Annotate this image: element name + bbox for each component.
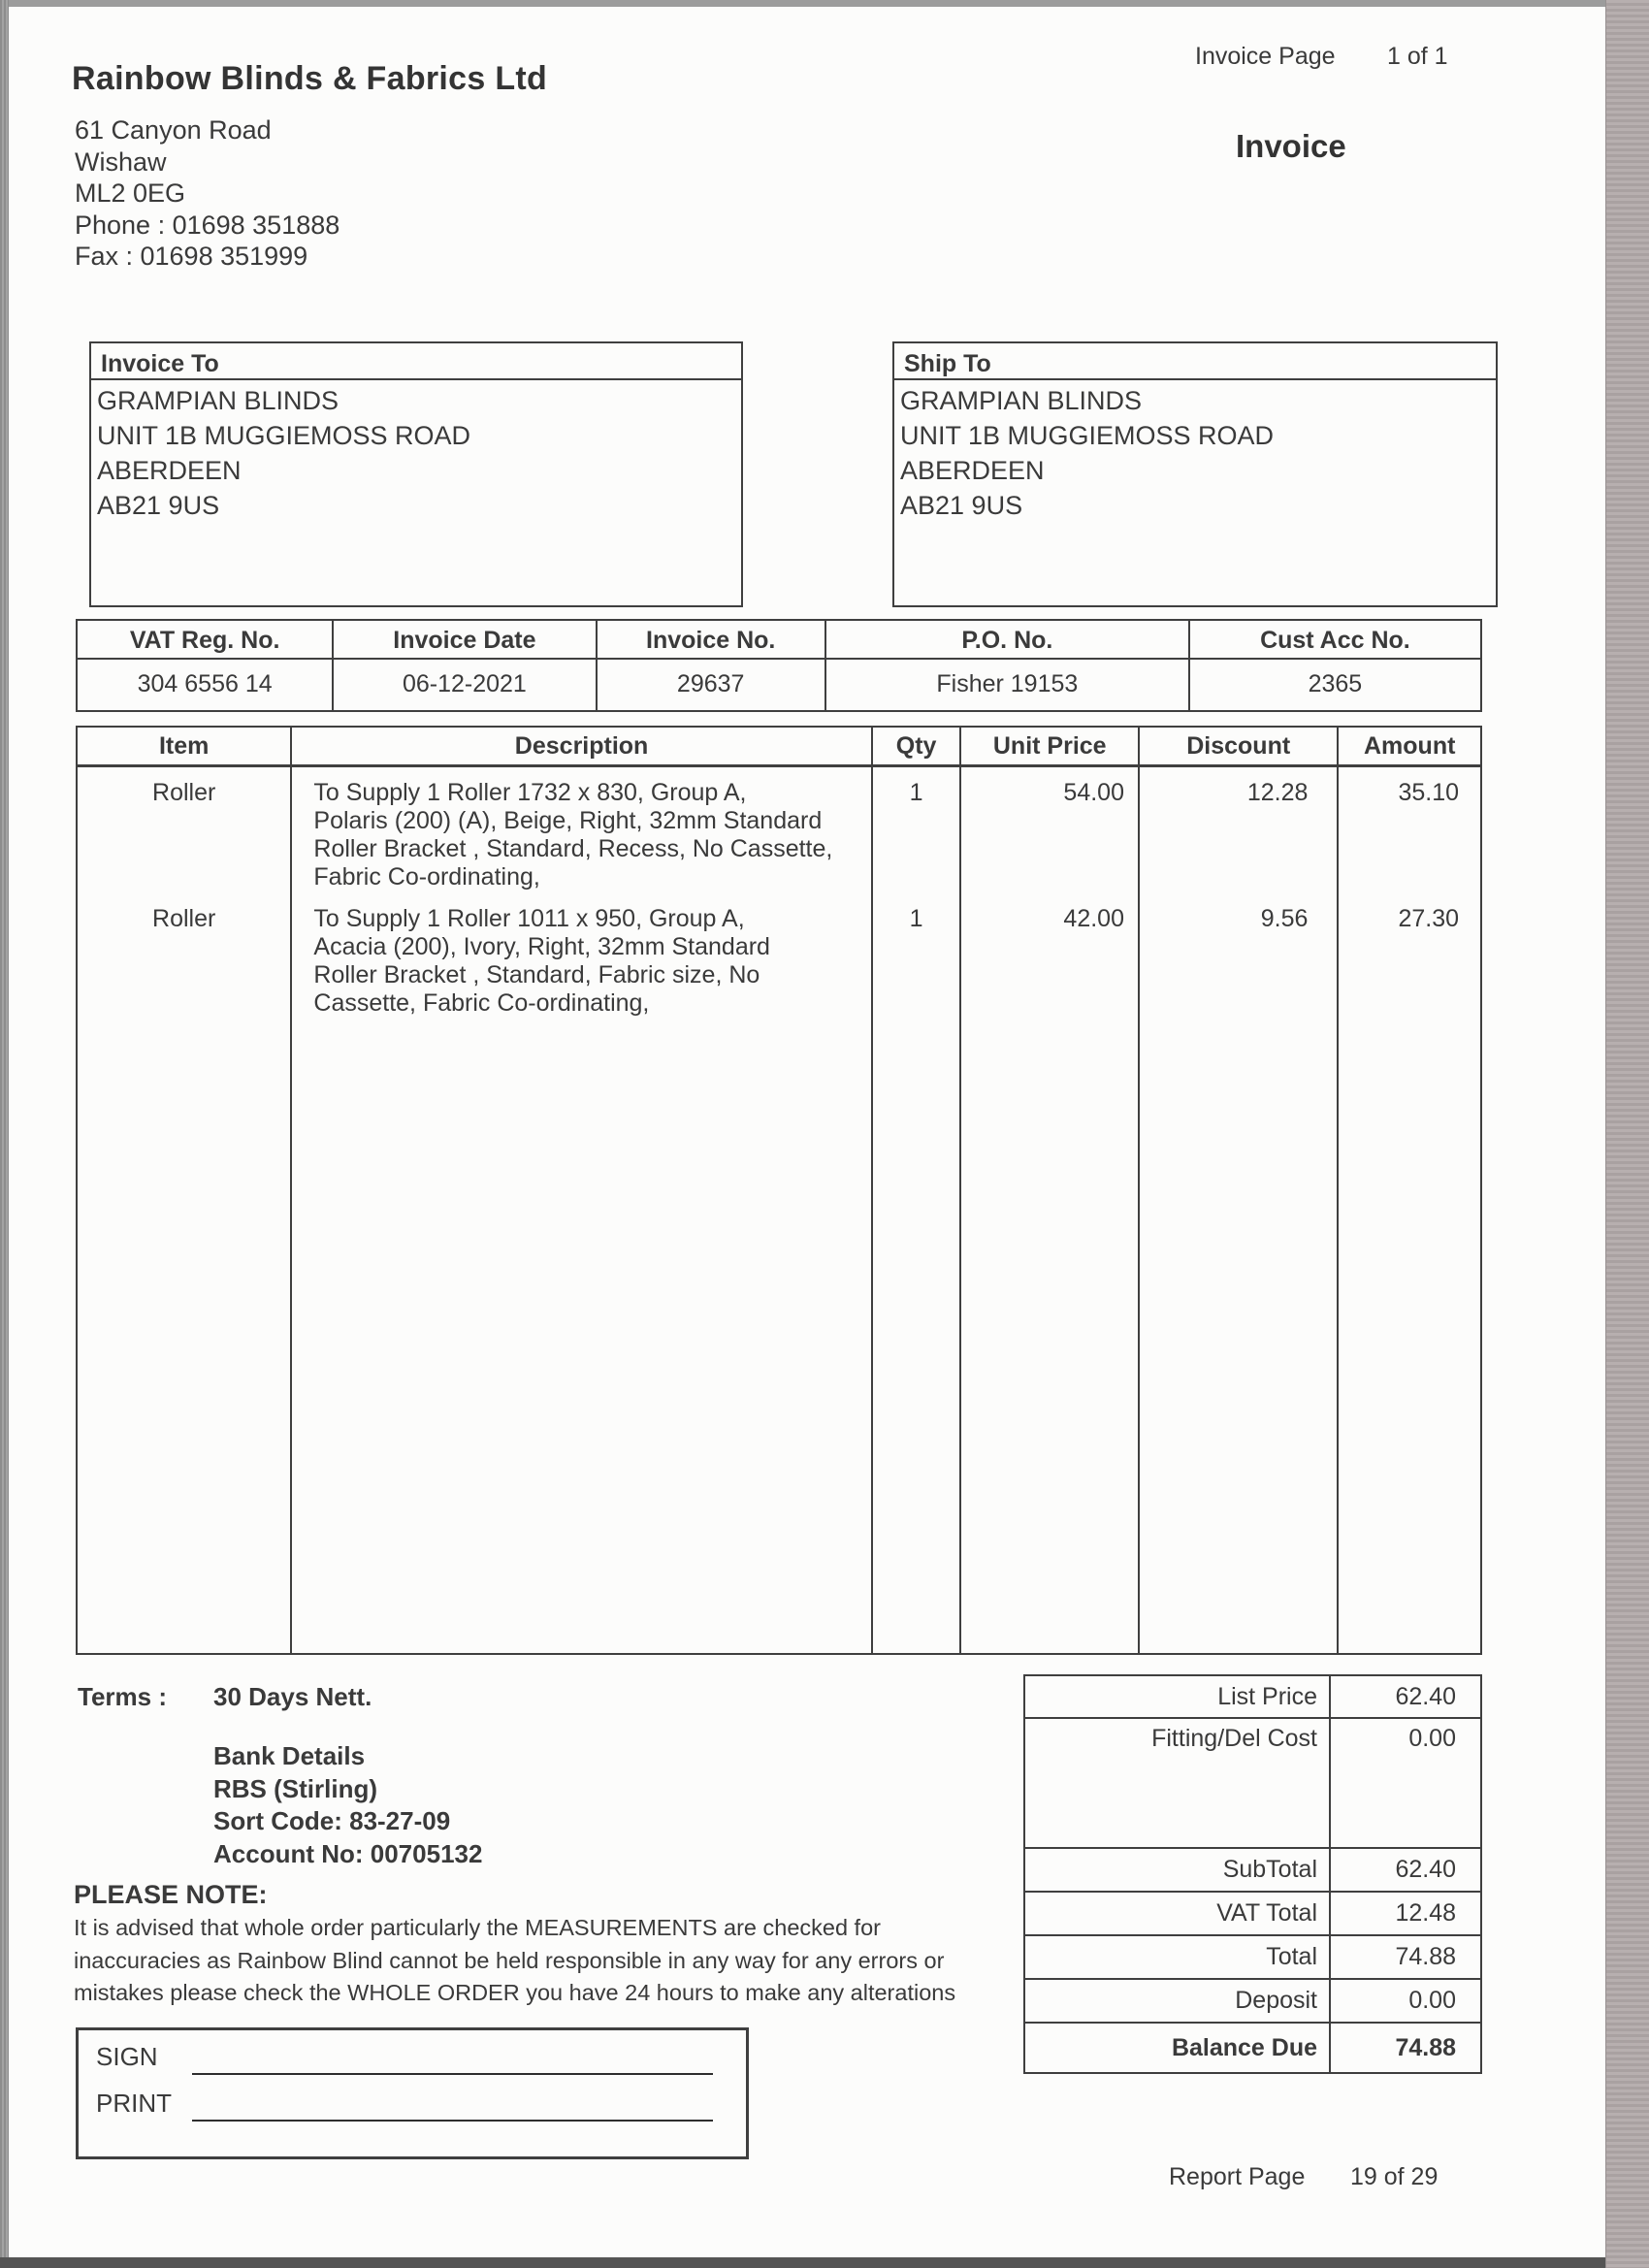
company-address-line: 61 Canyon Road [75,115,272,145]
invoice-meta-table [76,619,1482,712]
scan-edge-right [1605,0,1649,2268]
report-page-label: Report Page [1169,2163,1306,2190]
description-line: Polaris (200) (A), Beige, Right, 32mm Standard [313,807,823,834]
items-col-amount [1339,728,1480,1653]
items-col-unit-price-body [961,767,1138,1653]
description-line: Roller Bracket , Standard, Fabric size, No [313,961,760,988]
terms-value: 30 Days Nett. [213,1682,372,1711]
invoice-to-line: GRAMPIAN BLINDS [97,386,340,415]
scan-edge-left [0,0,9,2268]
item-qty-row1: 1 [909,779,923,806]
items-col-qty-body [873,767,960,1653]
items-col-discount-body [1140,767,1337,1653]
note-line: It is advised that whole order particularly the MEASUREMENTS are checked for [74,1915,881,1940]
items-header-discount: Discount [1140,728,1337,767]
please-note-text [74,1912,955,2010]
meta-col-invoice-no [598,621,826,710]
totals-label: SubTotal [1025,1849,1331,1891]
description-line: Acacia (200), Ivory, Right, 32mm Standard [313,933,770,960]
note-line: mistakes please check the WHOLE ORDER you have 24 hours to make any alterations [74,1980,956,2005]
totals-row-total [1025,1936,1480,1980]
scan-edge-bottom [0,2257,1649,2268]
meta-col-date [334,621,597,710]
item-description-row2 [292,905,870,1018]
totals-box [1023,1674,1482,2074]
meta-header-vat-reg-no: VAT Reg. No. [78,621,332,660]
bank-account-no: Account No: 00705132 [213,1838,483,1868]
description-line: Cassette, Fabric Co-ordinating, [313,989,650,1017]
totals-label: VAT Total [1025,1893,1331,1934]
meta-col-cust-acc [1190,621,1480,710]
ship-to-line: ABERDEEN [900,456,1045,485]
item-description-row1 [292,779,870,891]
totals-label: List Price [1025,1676,1331,1717]
totals-label: Fitting/Del Cost [1025,1719,1331,1847]
items-header-amount: Amount [1339,728,1480,767]
invoice-to-line: AB21 9US [97,491,220,520]
items-header-unit-price: Unit Price [961,728,1138,767]
description-line: Roller Bracket , Standard, Recess, No Cassette, [313,835,833,862]
meta-col-vat [78,621,334,710]
item-type-row1: Roller [152,779,216,806]
meta-value-vat-reg-no: 304 6556 14 [137,670,273,697]
totals-label: Total [1025,1936,1331,1978]
items-header-qty: Qty [873,728,960,767]
company-name: Rainbow Blinds & Fabrics Ltd [72,60,548,97]
meta-header-invoice-date: Invoice Date [334,621,595,660]
totals-row-list-price [1025,1676,1480,1719]
totals-value: 62.40 [1395,1856,1456,1883]
invoice-to-address [91,380,741,523]
bank-details [213,1740,482,1870]
description-line: Fabric Co-ordinating, [313,863,540,891]
print-line[interactable] [192,2120,713,2122]
totals-row-subtotal [1025,1849,1480,1893]
meta-col-po-no [826,621,1190,710]
totals-value: 74.88 [1395,1943,1456,1970]
report-page-value: 19 of 29 [1350,2163,1439,2190]
terms-label: Terms : [78,1682,167,1711]
scan-edge-top [0,0,1649,7]
item-amount-row2: 27.30 [1398,905,1460,932]
meta-header-po-no: P.O. No. [826,621,1188,660]
items-col-discount [1140,728,1339,1653]
ship-to-line: GRAMPIAN BLINDS [900,386,1143,415]
item-type-row2: Roller [152,905,216,932]
line-items-table [76,726,1482,1655]
items-col-item-body [78,767,290,1653]
print-label: PRINT [96,2089,172,2118]
meta-value-invoice-no: 29637 [676,670,745,697]
totals-label: Deposit [1025,1980,1331,2022]
items-col-item [78,728,292,1653]
meta-header-cust-acc-no: Cust Acc No. [1190,621,1480,660]
items-col-unit-price [961,728,1140,1653]
item-unit-price-row2: 42.00 [1063,905,1124,932]
totals-row-vat-total [1025,1893,1480,1936]
description-line: To Supply 1 Roller 1011 x 950, Group A, [313,905,745,932]
ship-to-label: Ship To [894,343,1496,380]
item-discount-row2: 9.56 [1260,905,1309,932]
meta-value-po-no: Fisher 19153 [936,670,1079,697]
signature-box [76,2027,749,2159]
company-fax: Fax : 01698 351999 [75,242,308,271]
item-unit-price-row1: 54.00 [1063,779,1124,806]
company-address-line: ML2 0EG [75,178,186,208]
description-line: To Supply 1 Roller 1732 x 830, Group A, [313,779,747,806]
totals-row-fitting-del-cost [1025,1719,1480,1849]
totals-value: 62.40 [1395,1682,1456,1710]
totals-value: 0.00 [1408,1725,1456,1752]
invoice-to-box [89,341,743,607]
items-col-qty [873,728,962,1653]
invoice-page-label: Invoice Page [1195,43,1336,70]
invoice-to-line: ABERDEEN [97,456,242,485]
ship-to-line: AB21 9US [900,491,1023,520]
totals-row-balance-due [1025,2024,1480,2072]
item-discount-row1: 12.28 [1246,779,1309,806]
sign-label: SIGN [96,2042,158,2071]
bank-name: RBS (Stirling) [213,1773,377,1803]
ship-to-line: UNIT 1B MUGGIEMOSS ROAD [900,421,1275,450]
invoice-title: Invoice [1236,128,1346,164]
meta-value-cust-acc-no: 2365 [1308,670,1363,697]
totals-value: 12.48 [1395,1899,1456,1927]
invoice-page-value: 1 of 1 [1387,43,1448,70]
invoice-to-label: Invoice To [91,343,741,380]
invoice-to-line: UNIT 1B MUGGIEMOSS ROAD [97,421,471,450]
items-col-description [292,728,872,1653]
items-col-description-body [292,767,870,1653]
company-address [75,114,340,273]
company-address-line: Wishaw [75,146,167,177]
meta-header-invoice-no: Invoice No. [598,621,824,660]
company-phone: Phone : 01698 351888 [75,210,340,240]
sign-line[interactable] [192,2073,713,2075]
totals-value: 0.00 [1408,1987,1456,2014]
totals-label: Balance Due [1025,2024,1331,2072]
bank-sort-code: Sort Code: 83-27-09 [213,1806,451,1835]
items-col-amount-body [1339,767,1480,1653]
item-amount-row1: 35.10 [1398,779,1460,806]
bank-details-title: Bank Details [213,1741,366,1770]
ship-to-box [892,341,1498,607]
note-line: inaccuracies as Rainbow Blind cannot be held responsible in any way for any errors or [74,1947,945,1973]
items-header-description: Description [292,728,870,767]
items-header-item: Item [78,728,290,767]
please-note-title: PLEASE NOTE: [74,1880,268,1909]
ship-to-address [894,380,1496,523]
totals-row-deposit [1025,1980,1480,2024]
totals-value: 74.88 [1395,2033,1456,2061]
item-qty-row2: 1 [909,905,923,932]
meta-value-invoice-date: 06-12-2021 [402,670,527,697]
